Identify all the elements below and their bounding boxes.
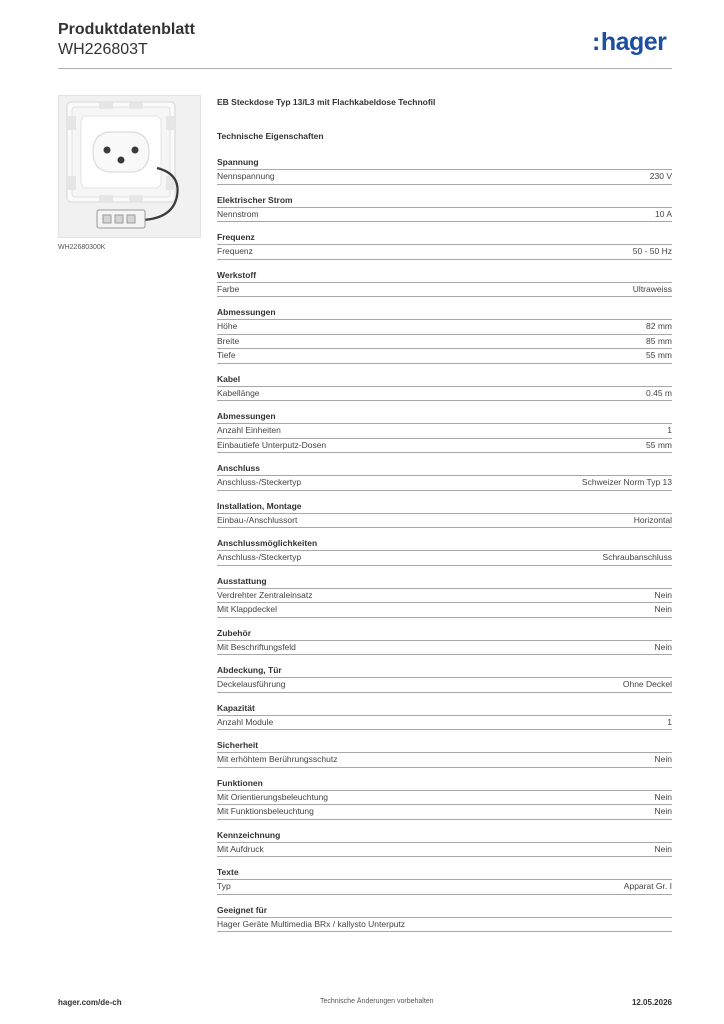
spec-label: Mit Orientierungsbeleuchtung — [217, 791, 329, 802]
spec-row — [217, 475, 672, 491]
spec-group — [217, 373, 672, 402]
spec-label: Tiefe — [217, 350, 236, 361]
footer-notice: Technische Änderungen vorbehalten — [319, 998, 434, 1005]
group-title: Geeignet für — [217, 904, 268, 915]
spec-value: 0.45 m — [646, 387, 672, 398]
spec-group — [217, 627, 672, 656]
spec-label: Breite — [217, 335, 240, 346]
spec-group — [217, 156, 672, 185]
spec-group — [217, 500, 672, 529]
spec-label: Deckelausführung — [217, 679, 286, 690]
spec-row — [217, 752, 672, 768]
spec-label: Mit Aufdruck — [217, 843, 264, 854]
product-name: EB Steckdose Typ 13/L3 mit Flachkabeldose Technofil — [217, 97, 436, 107]
group-title: Funktionen — [217, 777, 263, 788]
spec-label: Anschluss-/Steckertyp — [217, 477, 302, 488]
group-title: Abdeckung, Tür — [217, 665, 282, 675]
spec-row — [217, 715, 672, 731]
spec-row — [217, 207, 672, 223]
spec-value: 1 — [667, 716, 672, 727]
spec-value: Nein — [654, 806, 672, 817]
spec-value: 1 — [667, 425, 672, 436]
spec-label: Kabellänge — [217, 387, 260, 398]
spec-label: Anzahl Module — [217, 716, 274, 727]
spec-row — [217, 588, 672, 603]
spec-row — [217, 804, 672, 820]
footer-website-link[interactable]: hager.com/de-ch — [58, 998, 122, 1007]
spec-group — [217, 866, 672, 895]
spec-value: 55 mm — [646, 350, 672, 361]
product-image — [58, 95, 201, 238]
spec-value: Ohne Deckel — [622, 679, 672, 690]
section-title: Technische Eigenschaften — [217, 131, 324, 141]
spec-row — [217, 550, 672, 566]
group-title: Zubehör — [217, 627, 251, 638]
spec-groups — [217, 156, 672, 895]
spec-group — [217, 777, 672, 820]
group-title: Anschluss — [217, 463, 260, 473]
spec-group — [217, 739, 672, 768]
group-title: Kapazität — [217, 702, 255, 713]
group-title: Spannung — [217, 157, 259, 167]
spec-label: Höhe — [217, 321, 238, 332]
specifications-panel — [217, 97, 672, 941]
spec-label: Typ — [217, 881, 231, 892]
logo-text: hager — [600, 28, 667, 56]
group-title: Kennzeichnung — [217, 829, 281, 840]
spec-value: 82 mm — [646, 321, 672, 332]
logo-mark: : — [592, 28, 600, 56]
spec-value: Nein — [654, 843, 672, 854]
spec-label: Mit Beschriftungsfeld — [217, 641, 296, 652]
spec-value: Nein — [654, 754, 672, 765]
spec-group — [217, 664, 672, 693]
spec-row — [217, 423, 672, 438]
spec-value: Nein — [654, 604, 672, 615]
spec-group — [217, 702, 672, 731]
spec-value: Schraubanschluss — [602, 552, 672, 563]
spec-label: Nennstrom — [217, 208, 259, 219]
spec-value: 85 mm — [646, 335, 672, 346]
page-footer — [58, 998, 672, 1007]
group-title: Kabel — [217, 373, 241, 384]
spec-group — [217, 537, 672, 566]
spec-group — [217, 410, 672, 453]
spec-label: Einbautiefe Unterputz-Dosen — [217, 439, 327, 450]
spec-group — [217, 829, 672, 858]
spec-row — [217, 438, 672, 454]
product-code: WH226803T — [58, 41, 148, 58]
spec-label: Mit Funktionsbeleuchtung — [217, 806, 314, 817]
spec-row — [217, 348, 672, 364]
spec-row — [217, 677, 672, 693]
spec-label: Mit Klappdeckel — [217, 604, 278, 615]
spec-row — [217, 790, 672, 805]
spec-value: Ultraweiss — [632, 283, 672, 294]
spec-group — [217, 306, 672, 364]
spec-row — [217, 602, 672, 618]
group-title: Frequenz — [217, 232, 255, 242]
socket-outlet-icon — [59, 96, 200, 237]
spec-row — [217, 334, 672, 349]
spec-group — [217, 462, 672, 491]
hager-logo[interactable] — [592, 28, 666, 57]
spec-value: Nein — [654, 589, 672, 600]
group-title: Sicherheit — [217, 740, 259, 750]
spec-row — [217, 842, 672, 858]
spec-value: 10 A — [654, 208, 672, 219]
spec-label: Anschluss-/Steckertyp — [217, 552, 302, 563]
group-title: Installation, Montage — [217, 500, 302, 511]
spec-value: Nein — [654, 791, 672, 802]
spec-value: Nein — [654, 641, 672, 652]
spec-row — [217, 879, 672, 895]
document-title: Produktdatenblatt — [58, 21, 195, 38]
spec-label: Farbe — [217, 283, 240, 294]
image-caption: WH22680300K — [58, 244, 106, 251]
group-title: Texte — [217, 867, 239, 877]
header-divider — [58, 68, 672, 69]
group-title: Werkstoff — [217, 269, 257, 280]
spec-label: Nennspannung — [217, 171, 275, 182]
spec-label: Hager Geräte Multimedia BRx / kallysto Unterputz — [217, 918, 406, 929]
spec-label: Anzahl Einheiten — [217, 425, 281, 436]
group-title: Ausstattung — [217, 575, 267, 586]
spec-row — [217, 386, 672, 402]
spec-row — [217, 169, 672, 185]
spec-label: Einbau-/Anschlussort — [217, 514, 298, 525]
footer-date: 12.05.2026 — [631, 998, 672, 1007]
spec-group — [217, 231, 672, 260]
spec-value: 50 - 50 Hz — [632, 246, 672, 257]
spec-row — [217, 917, 672, 933]
spec-label: Verdrehter Zentraleinsatz — [217, 589, 313, 600]
document-header — [58, 20, 195, 60]
spec-label: Mit erhöhtem Berührungsschutz — [217, 754, 338, 765]
spec-row — [217, 319, 672, 334]
spec-label: Frequenz — [217, 246, 253, 257]
spec-value: Horizontal — [633, 514, 672, 525]
spec-value: 55 mm — [646, 439, 672, 450]
spec-row — [217, 282, 672, 298]
group-title: Anschlussmöglichkeiten — [217, 538, 318, 548]
spec-group — [217, 194, 672, 223]
spec-row — [217, 513, 672, 529]
spec-row — [217, 244, 672, 260]
spec-group — [217, 575, 672, 618]
suitable-for-group — [217, 904, 672, 933]
spec-value: Schweizer Norm Typ 13 — [581, 477, 672, 488]
group-title: Abmessungen — [217, 411, 276, 421]
group-title: Abmessungen — [217, 307, 276, 317]
spec-value: Apparat Gr. I — [623, 881, 672, 892]
spec-value: 230 V — [649, 171, 672, 182]
group-title: Elektrischer Strom — [217, 194, 293, 205]
spec-group — [217, 269, 672, 298]
spec-row — [217, 640, 672, 656]
